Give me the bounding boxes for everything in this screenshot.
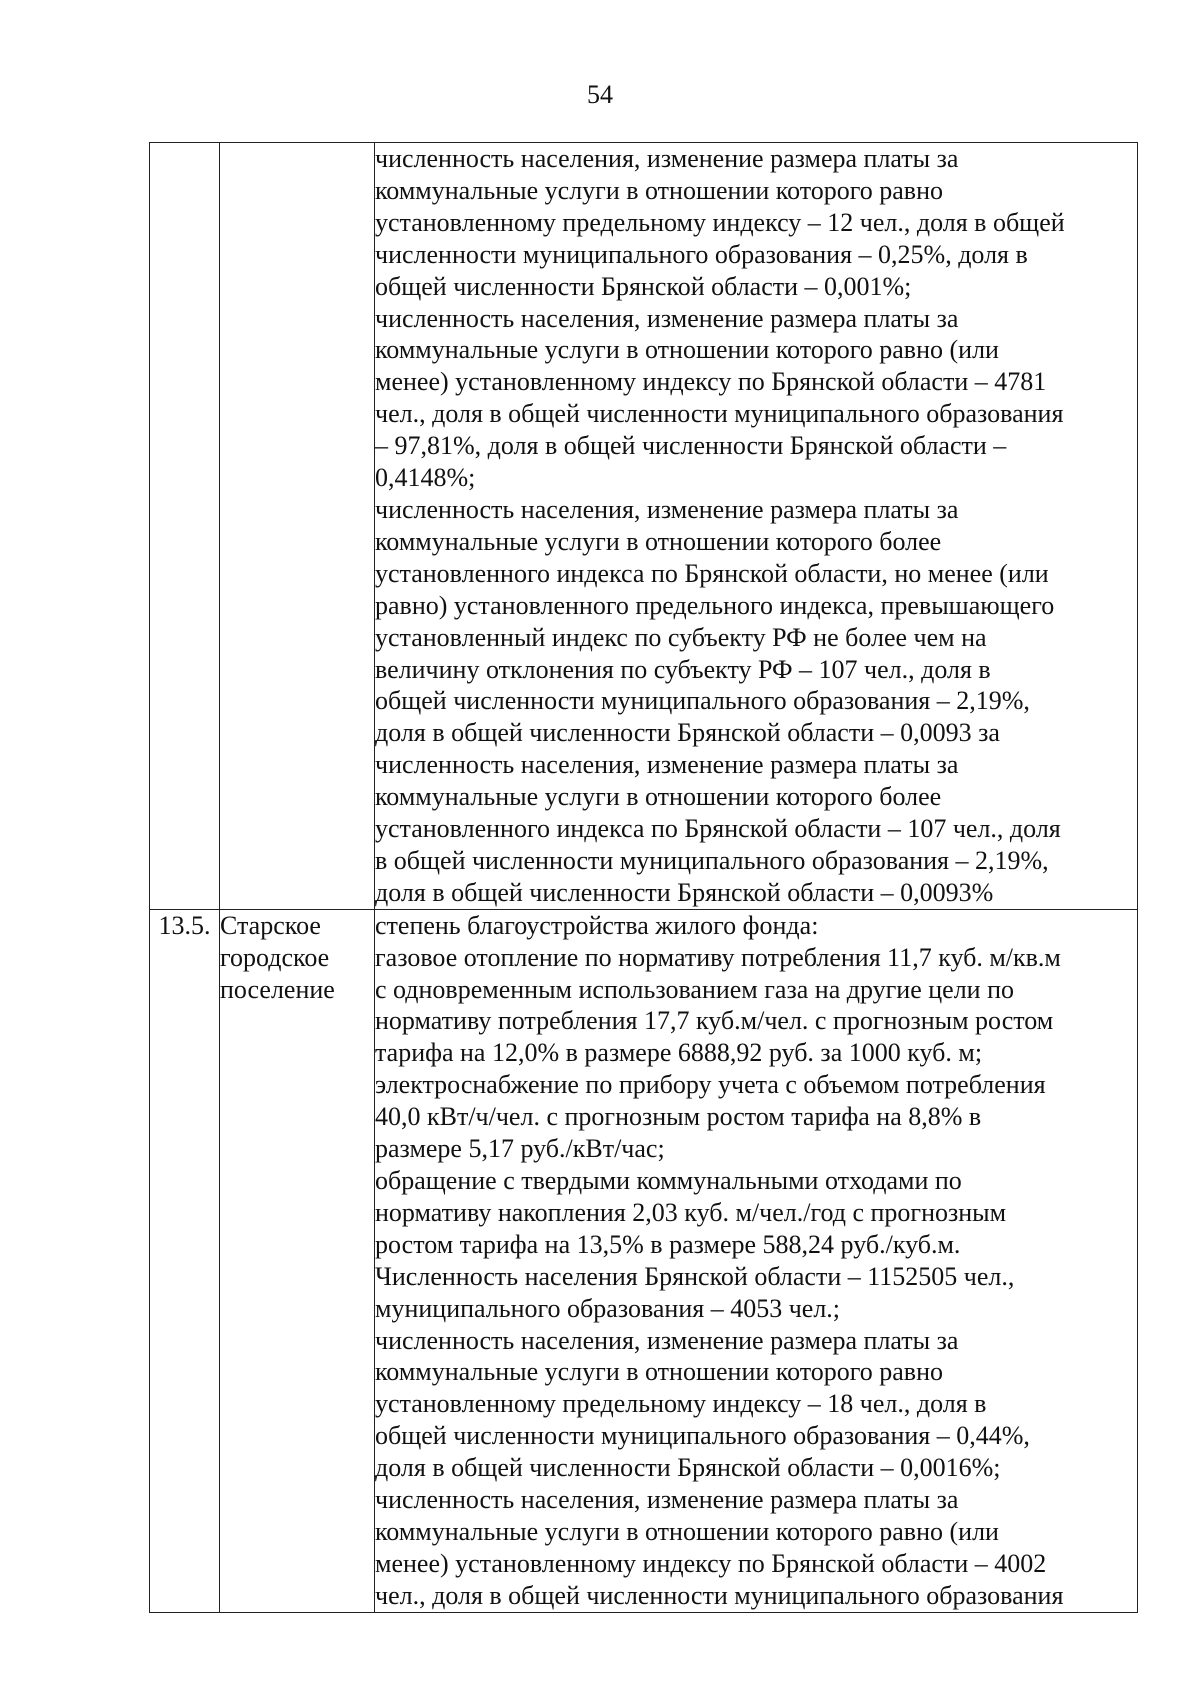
description-cell [375, 143, 1138, 910]
description-line: обращение с твердыми коммунальными отходами по [375, 1166, 962, 1195]
table-row [150, 909, 1138, 1612]
description-line: общей численности муниципального образования – 0,44%, [375, 1421, 1030, 1451]
description-line: установленному предельному индексу – 18 чел., доля в [375, 1389, 987, 1419]
description-line: величину отклонения по субъекту РФ – 107 чел., доля в [375, 654, 991, 684]
description-line: степень благоустройства жилого фонда: [375, 910, 819, 940]
description-line: 40,0 кВт/ч/чел. с прогнозным ростом тарифа на 8,8% в [375, 1102, 982, 1132]
name-line: поселение [220, 974, 335, 1004]
description-line: тарифа на 12,0% в размере 6888,92 руб. за 1000 куб. м; [375, 1038, 983, 1068]
document-table [149, 142, 1138, 1613]
description-line: нормативу накопления 2,03 куб. м/чел./год с прогнозным [375, 1197, 1007, 1227]
description-line: коммунальные услуги в отношении которого равно [375, 1357, 944, 1387]
description-line: нормативу потребления 17,7 куб.м/чел. с прогнозным ростом [375, 1006, 1054, 1036]
description-line: коммунальные услуги в отношении которого более [375, 782, 942, 812]
description-line: 0,4148%; [375, 463, 476, 493]
description-line: чел., доля в общей численности муниципального образования [375, 399, 1064, 429]
description-line: установленного индекса по Брянской области, но менее (или [375, 558, 1049, 588]
description-line: численности муниципального образования – 0,25%, доля в [375, 239, 1028, 269]
description-line: ростом тарифа на 13,5% в размере 588,24 руб./куб.м. [375, 1229, 961, 1259]
description-line: электроснабжение по прибору учета с объемом потребления [375, 1070, 1046, 1100]
description-line: численность населения, изменение размера платы за [375, 494, 959, 524]
description-line: коммунальные услуги в отношении которого равно (или [375, 335, 999, 365]
description-line: численность населения, изменение размера платы за [375, 1485, 959, 1515]
description-line: газовое отопление по нормативу потребления 11,7 куб. м/кв.м [375, 942, 1061, 972]
description-line: равно) установленного предельного индекса, превышающего [375, 590, 1055, 620]
description-line: размере 5,17 руб./кВт/час; [375, 1134, 665, 1164]
description-cell [375, 909, 1138, 1612]
description-line: Численность населения Брянской области – 1152505 чел., [375, 1261, 1015, 1291]
description-line: коммунальные услуги в отношении которого равно (или [375, 1516, 999, 1546]
name-line: Старское [220, 910, 321, 940]
description-line: с одновременным использованием газа на другие цели по [375, 974, 1014, 1004]
description-line: доля в общей численности Брянской области – 0,0093 за [375, 718, 1000, 748]
description-line: чел., доля в общей численности муниципального образования [375, 1580, 1064, 1610]
description-line: коммунальные услуги в отношении которого более [375, 526, 942, 556]
description-line: численность населения, изменение размера платы за [375, 144, 959, 173]
description-line: менее) установленному индексу по Брянской области – 4002 [375, 1548, 1047, 1578]
description-line: муниципального образования – 4053 чел.; [375, 1293, 841, 1323]
description-line: установленный индекс по субъекту РФ не более чем на [375, 622, 987, 652]
description-line: доля в общей численности Брянской области – 0,0016%; [375, 1453, 1001, 1483]
municipality-name-cell [220, 143, 375, 910]
description-line: численность населения, изменение размера платы за [375, 303, 959, 333]
name-line: городское [220, 942, 330, 972]
description-line: – 97,81%, доля в общей численности Брянской области – [375, 431, 1007, 461]
table-row [150, 143, 1138, 910]
description-line: коммунальные услуги в отношении которого равно [375, 175, 944, 205]
description-line: общей численности муниципального образования – 2,19%, [375, 686, 1030, 716]
municipality-name-cell [220, 909, 375, 1612]
description-line: доля в общей численности Брянской области – 0,0093% [375, 877, 994, 907]
description-line: общей численности Брянской области – 0,001%; [375, 271, 912, 301]
description-line: численность населения, изменение размера платы за [375, 750, 959, 780]
page-number: 54 [587, 80, 613, 109]
row-number-cell [150, 143, 220, 910]
description-line: установленному предельному индексу – 12 чел., доля в общей [375, 207, 1065, 237]
row-number-cell: 13.5. [150, 909, 220, 1612]
description-line: менее) установленному индексу по Брянской области – 4781 [375, 367, 1047, 397]
description-line: установленного индекса по Брянской области – 107 чел., доля [375, 814, 1061, 844]
description-line: численность населения, изменение размера платы за [375, 1325, 959, 1355]
description-line: в общей численности муниципального образования – 2,19%, [375, 845, 1049, 875]
